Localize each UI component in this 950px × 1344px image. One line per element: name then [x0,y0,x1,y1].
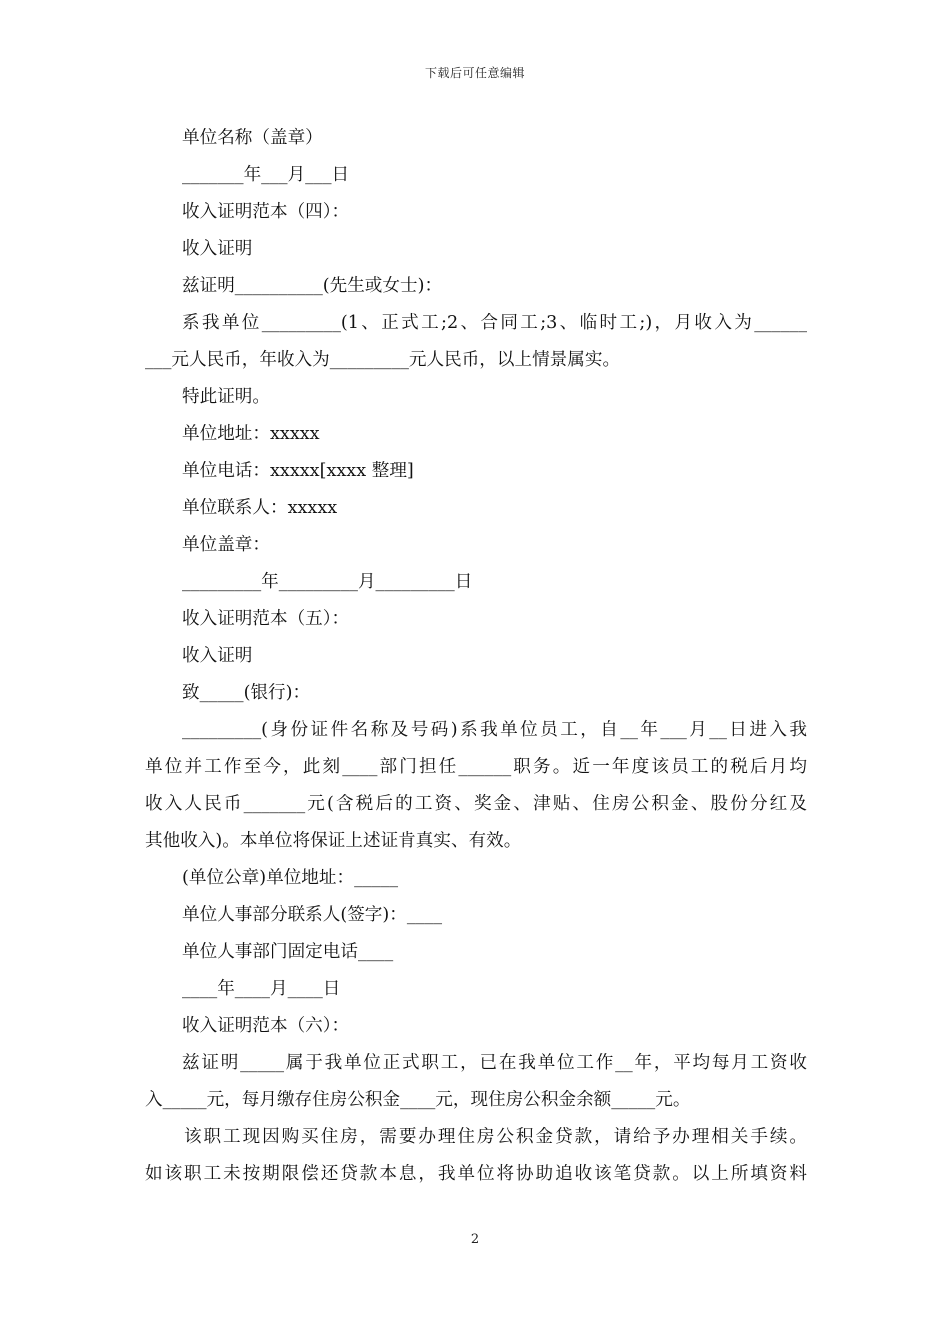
document-body [145,120,807,1193]
paragraph-line: 单位并工作至今，此刻____部门担任______职务。近一年度该员工的税后月均 [145,757,807,777]
text-line: 单位名称（盖章） [182,128,323,148]
paragraph-line: 收入人民币_______元(含税后的工资、奖金、津贴、住房公积金、股份分红及 [145,794,807,814]
paragraph-line: 其他收入)。本单位将保证上述证肯真实、有效。 [145,831,522,851]
text-line: ____年____月____日 [182,979,341,999]
section-heading: 收入证明范本（四）： [182,202,350,222]
document-title: 收入证明 [182,239,253,259]
text-line: 单位盖章： [182,535,270,555]
text-line: 致_____(银行)： [182,683,311,703]
text-line: 单位人事部门固定电话____ [182,942,394,962]
paragraph-line: 该职工现因购买住房，需要办理住房公积金贷款，请给予办理相关手续。 [184,1127,807,1147]
section-heading: 收入证明范本（六）： [182,1016,350,1036]
paragraph-line: 兹证明_____属于我单位正式职工，已在我单位工作__年，平均每月工资收 [182,1053,807,1073]
text-line: 兹证明__________(先生或女士)： [182,276,443,296]
text-line: 单位地址：xxxxx [182,424,320,444]
text-line: _________年_________月_________日 [182,572,473,592]
text-line: 特此证明。 [182,387,270,407]
paragraph-line: 入_____元，每月缴存住房公积金____元，现住房公积金余额_____元。 [145,1090,691,1110]
paragraph-line: 系我单位_________(1、正式工;2、合同工;3、临时工;)，月收入为______ [182,313,807,333]
page-number: 2 [470,1232,480,1247]
document-title: 收入证明 [182,646,253,666]
paragraph-line: ___元人民币，年收入为_________元人民币，以上情景属实。 [145,350,621,370]
page-header: 下载后可任意编辑 [424,66,525,80]
paragraph-line: 如该职工未按期限偿还贷款本息，我单位将协助追收该笔贷款。以上所填资料 [145,1164,807,1184]
text-line: 单位联系人：xxxxx [182,498,338,518]
text-line: 单位电话：xxxxx[xxxx 整理] [182,461,414,481]
text-line: 单位人事部分联系人(签字)：____ [182,905,443,925]
paragraph-line: _________(身份证件名称及号码)系我单位员工，自__年___月__日进入我 [182,720,807,740]
text-line: _______年___月___日 [182,165,350,185]
section-heading: 收入证明范本（五）： [182,609,350,629]
text-line: (单位公章)单位地址：_____ [182,868,399,888]
